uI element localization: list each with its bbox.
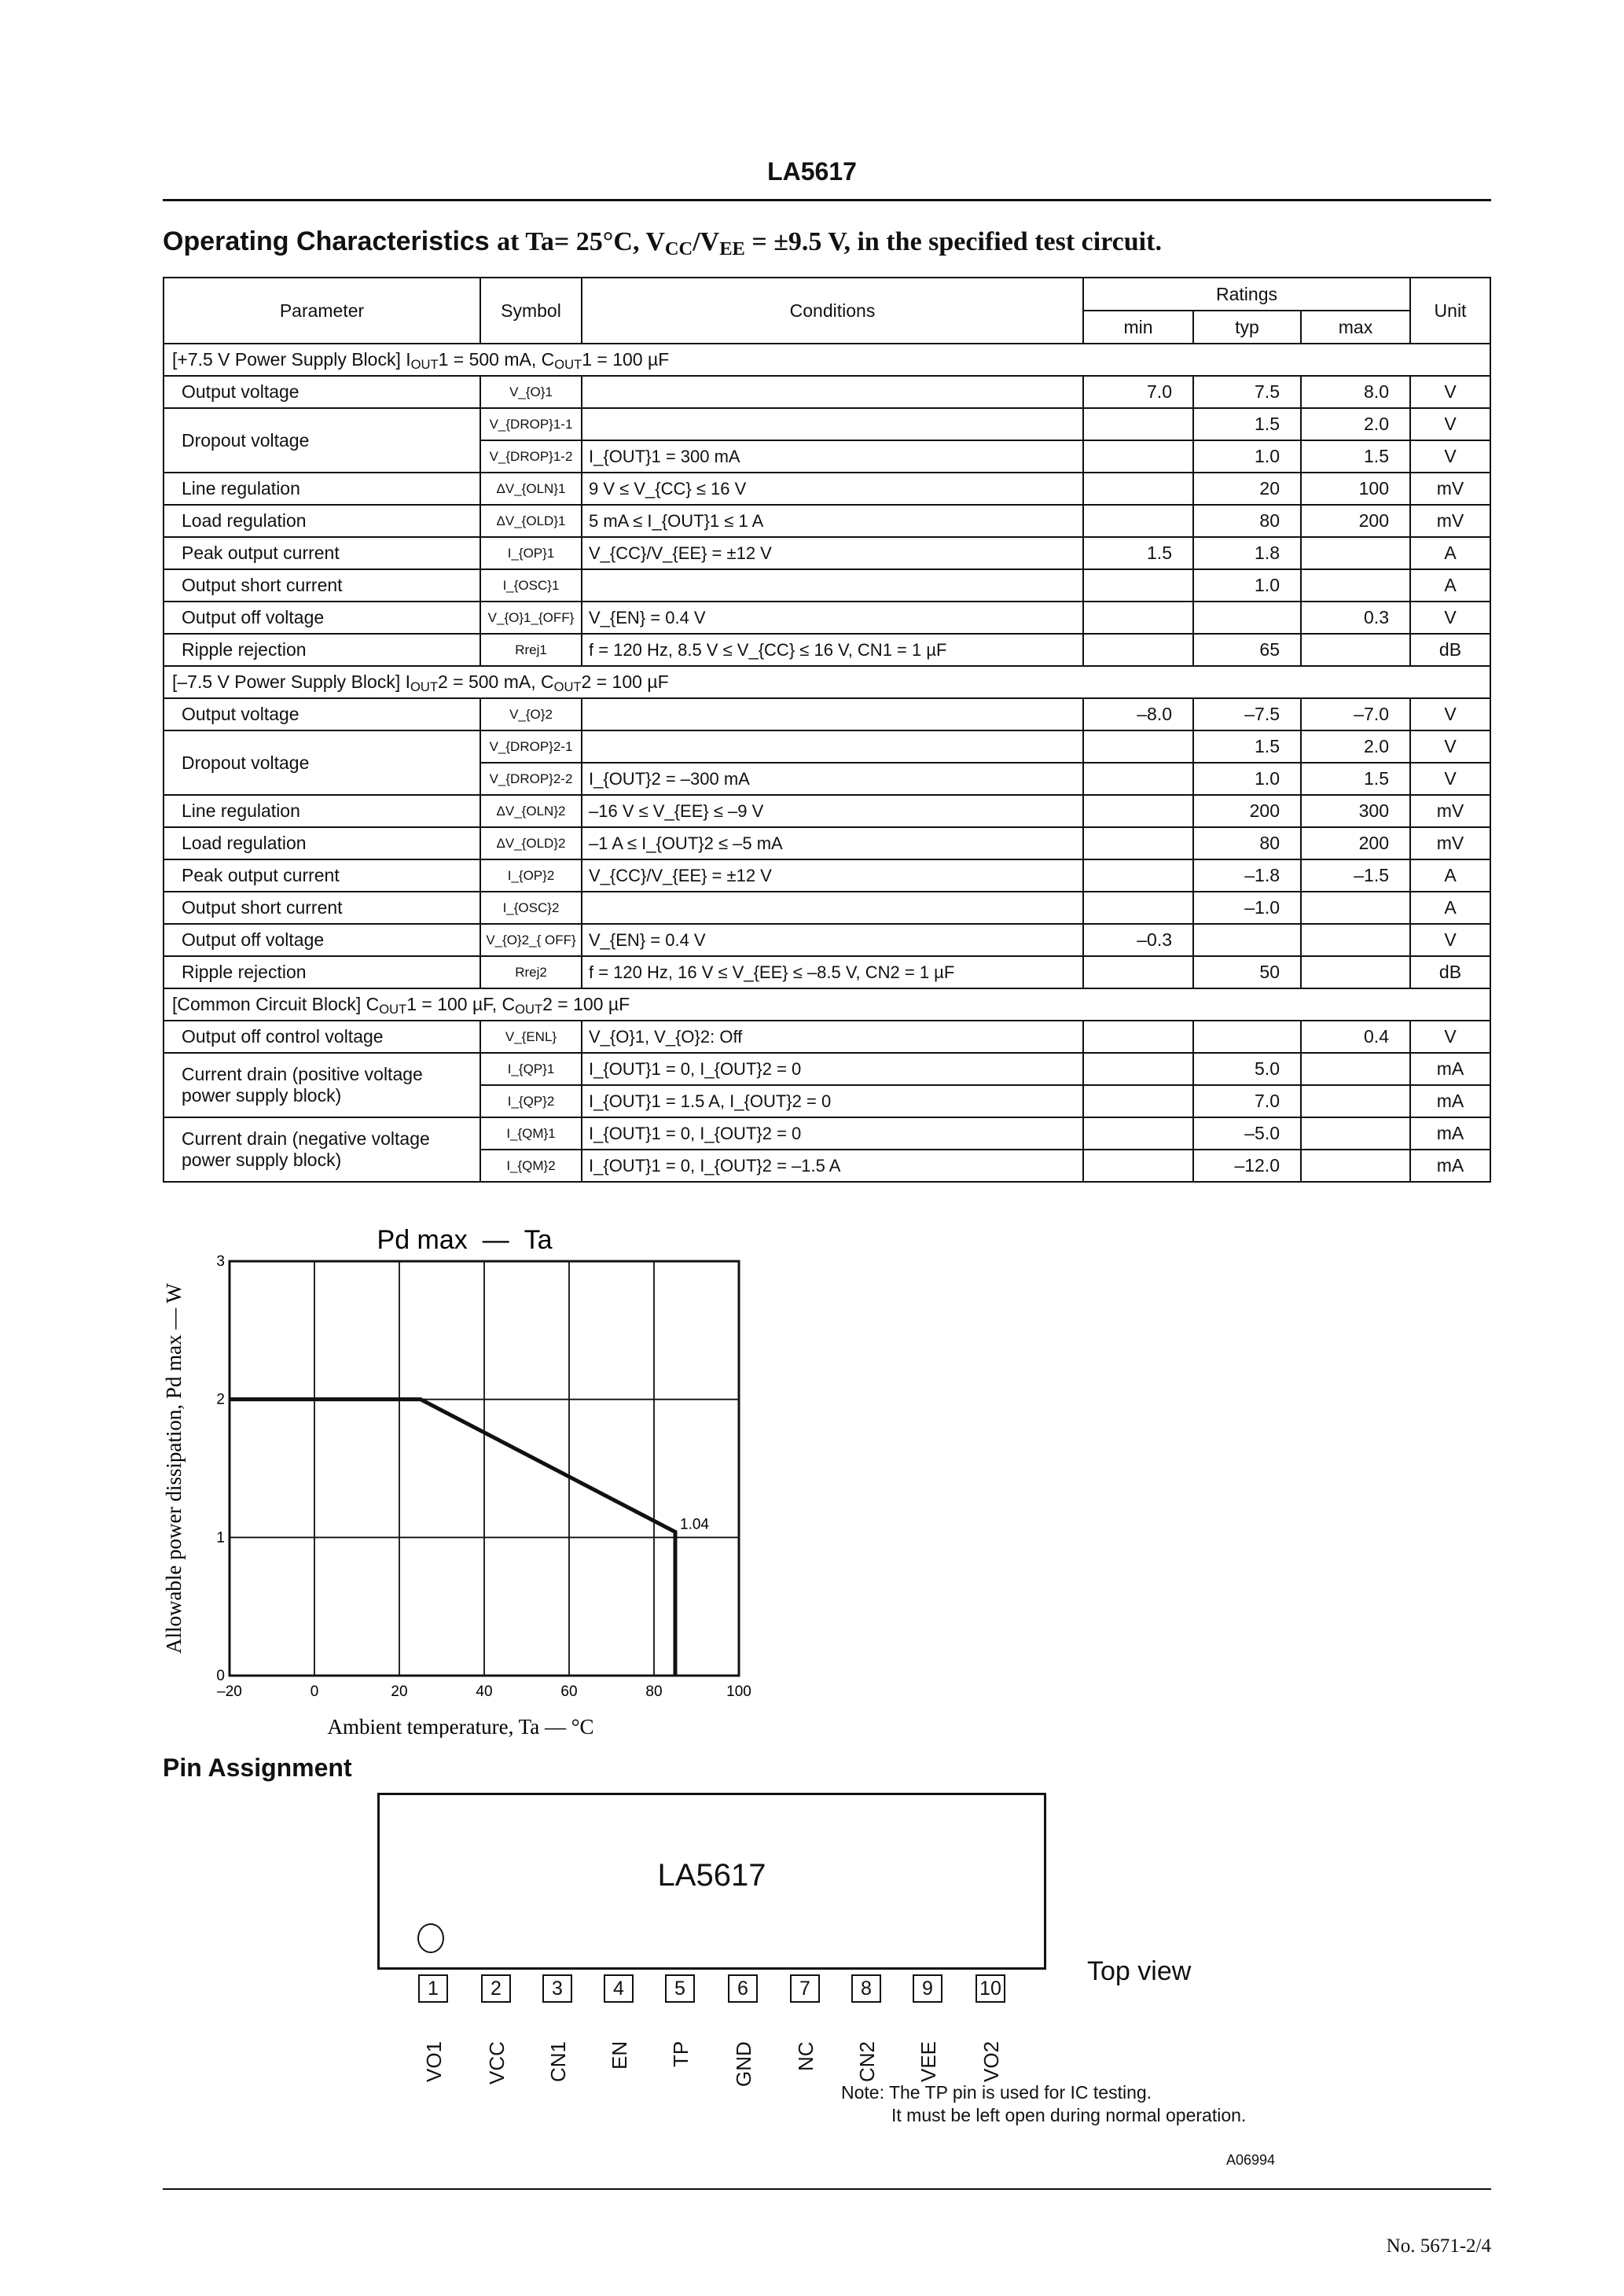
max-cell: 8.0 — [1301, 376, 1410, 408]
conditions-cell: V_{CC}/V_{EE} = ±12 V — [582, 537, 1083, 569]
table-row — [164, 1021, 1490, 1053]
min-cell — [1083, 602, 1193, 634]
conditions-cell: V_{EN} = 0.4 V — [582, 924, 1083, 956]
parameter-cell: Peak output current — [164, 537, 480, 569]
parameter-cell: Load regulation — [164, 827, 480, 859]
parameter-cell: Current drain (negative voltage power supply block) — [164, 1117, 480, 1182]
unit-cell: mV — [1410, 473, 1490, 505]
pin-number-box: 5 — [665, 1974, 695, 2003]
pin-name-label: VO1 — [422, 2040, 446, 2082]
conditions-cell: V_{O}1, V_{O}2: Off — [582, 1021, 1083, 1053]
max-cell — [1301, 1053, 1410, 1085]
typ-cell — [1193, 924, 1301, 956]
max-cell — [1301, 1085, 1410, 1117]
symbol-cell: I_{OP}1 — [480, 537, 582, 569]
max-cell: –1.5 — [1301, 859, 1410, 892]
table-row — [164, 569, 1490, 602]
pin-name-label: GND — [732, 2041, 755, 2087]
table-row — [164, 924, 1490, 956]
symbol-cell: I_{QM}2 — [480, 1150, 582, 1182]
max-cell: –7.0 — [1301, 698, 1410, 730]
unit-cell: V — [1410, 602, 1490, 634]
unit-cell: V — [1410, 440, 1490, 473]
typ-cell — [1193, 602, 1301, 634]
conditions-cell: –16 V ≤ V_{EE} ≤ –9 V — [582, 795, 1083, 827]
chart-title: Pd max — Ta — [377, 1225, 553, 1255]
header-typ: typ — [1193, 311, 1301, 344]
pin-number-box: 3 — [542, 1974, 572, 2003]
min-cell — [1083, 1117, 1193, 1150]
typ-cell: 7.5 — [1193, 376, 1301, 408]
x-tick-label: 20 — [391, 1683, 408, 1700]
unit-cell: V — [1410, 730, 1490, 763]
parameter-cell: Output off voltage — [164, 602, 480, 634]
symbol-cell: I_{OSC}1 — [480, 569, 582, 602]
max-cell — [1301, 956, 1410, 988]
unit-cell: dB — [1410, 956, 1490, 988]
parameter-cell: Dropout voltage — [164, 408, 480, 473]
table-row — [164, 505, 1490, 537]
x-tick-label: –20 — [217, 1683, 242, 1700]
x-tick-label: 60 — [560, 1683, 578, 1700]
typ-cell: 1.5 — [1193, 408, 1301, 440]
table-row — [164, 602, 1490, 634]
typ-cell: –7.5 — [1193, 698, 1301, 730]
table-row — [164, 956, 1490, 988]
pin-number-box: 9 — [913, 1974, 942, 2003]
typ-cell: 1.0 — [1193, 763, 1301, 795]
unit-cell: mA — [1410, 1150, 1490, 1182]
table-row — [164, 859, 1490, 892]
symbol-cell: V_{O}1_{OFF} — [480, 602, 582, 634]
typ-cell: 80 — [1193, 505, 1301, 537]
conditions-cell: I_{OUT}2 = –300 mA — [582, 763, 1083, 795]
pin-number-box: 6 — [728, 1974, 758, 2003]
max-cell — [1301, 1150, 1410, 1182]
unit-cell: V — [1410, 698, 1490, 730]
min-cell — [1083, 763, 1193, 795]
table-row — [164, 537, 1490, 569]
pin-number-box: 10 — [976, 1974, 1005, 2003]
symbol-cell: V_{O}1 — [480, 376, 582, 408]
min-cell — [1083, 408, 1193, 440]
table-row — [164, 698, 1490, 730]
conditions-cell — [582, 892, 1083, 924]
symbol-cell: V_{ENL} — [480, 1021, 582, 1053]
unit-cell: A — [1410, 859, 1490, 892]
symbol-cell: V_{O}2 — [480, 698, 582, 730]
min-cell — [1083, 1150, 1193, 1182]
min-cell — [1083, 505, 1193, 537]
max-cell: 100 — [1301, 473, 1410, 505]
page-header-title: LA5617 — [767, 157, 857, 186]
max-cell: 0.4 — [1301, 1021, 1410, 1053]
typ-cell: 50 — [1193, 956, 1301, 988]
figure-code: A06994 — [1226, 2152, 1276, 2168]
typ-cell: –12.0 — [1193, 1150, 1301, 1182]
parameter-cell: Current drain (positive voltage power supply block) — [164, 1053, 480, 1117]
typ-cell: –1.0 — [1193, 892, 1301, 924]
pin-name-label: NC — [794, 2041, 818, 2071]
section-title — [163, 226, 1162, 260]
conditions-cell: 9 V ≤ V_{CC} ≤ 16 V — [582, 473, 1083, 505]
typ-cell: 80 — [1193, 827, 1301, 859]
min-cell — [1083, 859, 1193, 892]
table-body — [164, 344, 1490, 1182]
parameter-cell: Output short current — [164, 892, 480, 924]
conditions-cell: V_{EN} = 0.4 V — [582, 602, 1083, 634]
min-cell — [1083, 892, 1193, 924]
typ-cell: 1.0 — [1193, 569, 1301, 602]
header-rule — [163, 199, 1491, 201]
header-max: max — [1301, 311, 1410, 344]
min-cell — [1083, 473, 1193, 505]
pin-number-box: 7 — [790, 1974, 820, 2003]
max-cell — [1301, 569, 1410, 602]
conditions-cell — [582, 730, 1083, 763]
symbol-cell: I_{OSC}2 — [480, 892, 582, 924]
table-block-header-row — [164, 666, 1490, 698]
conditions-cell: I_{OUT}1 = 0, I_{OUT}2 = 0 — [582, 1117, 1083, 1150]
y-tick-label: 0 — [216, 1668, 225, 1684]
typ-cell: 1.0 — [1193, 440, 1301, 473]
min-cell — [1083, 440, 1193, 473]
max-cell — [1301, 634, 1410, 666]
block-header-cell: [–7.5 V Power Supply Block] $I_{OUT}2 = 500$ mA, $C_{OUT}2 = 100$ µF — [164, 666, 1490, 698]
parameter-cell: Peak output current — [164, 859, 480, 892]
table-row — [164, 730, 1490, 763]
unit-cell: mV — [1410, 505, 1490, 537]
x-tick-label: 0 — [310, 1683, 319, 1700]
unit-cell: mA — [1410, 1085, 1490, 1117]
conditions-cell: V_{CC}/V_{EE} = ±12 V — [582, 859, 1083, 892]
max-cell — [1301, 537, 1410, 569]
typ-cell: 1.8 — [1193, 537, 1301, 569]
unit-cell: A — [1410, 892, 1490, 924]
x-tick-label: 80 — [645, 1683, 663, 1700]
min-cell: –8.0 — [1083, 698, 1193, 730]
annotation-label: 1.04 — [680, 1516, 709, 1533]
parameter-cell: Output short current — [164, 569, 480, 602]
min-cell — [1083, 569, 1193, 602]
max-cell: 1.5 — [1301, 763, 1410, 795]
ic-package-outline — [377, 1793, 1046, 1970]
header-ratings: Ratings — [1083, 278, 1410, 311]
header-symbol: Symbol — [480, 278, 582, 344]
pin-number-box: 8 — [851, 1974, 881, 2003]
unit-cell: V — [1410, 763, 1490, 795]
unit-cell: mA — [1410, 1053, 1490, 1085]
typ-cell: 65 — [1193, 634, 1301, 666]
max-cell: 300 — [1301, 795, 1410, 827]
symbol-cell: ΔV_{OLD}1 — [480, 505, 582, 537]
y-axis-label: Allowable power dissipation, Pd max — W — [162, 1282, 186, 1654]
parameter-cell: Load regulation — [164, 505, 480, 537]
min-cell — [1083, 1053, 1193, 1085]
unit-cell: V — [1410, 1021, 1490, 1053]
pin-number-box: 1 — [418, 1974, 448, 2003]
max-cell: 200 — [1301, 827, 1410, 859]
symbol-cell: I_{QM}1 — [480, 1117, 582, 1150]
symbol-cell: V_{O}2_{ OFF} — [480, 924, 582, 956]
unit-cell: mV — [1410, 827, 1490, 859]
pin-number-box: 2 — [481, 1974, 511, 2003]
section-title-text: Operating Characteristics — [163, 226, 490, 256]
header-unit: Unit — [1410, 278, 1490, 344]
unit-cell: mA — [1410, 1117, 1490, 1150]
table-row — [164, 473, 1490, 505]
min-cell — [1083, 956, 1193, 988]
max-cell — [1301, 924, 1410, 956]
symbol-cell: ΔV_{OLD}2 — [480, 827, 582, 859]
top-view-label: Top view — [1087, 1956, 1192, 1986]
max-cell — [1301, 1117, 1410, 1150]
max-cell: 2.0 — [1301, 408, 1410, 440]
typ-cell: 5.0 — [1193, 1053, 1301, 1085]
parameter-cell: Output off control voltage — [164, 1021, 480, 1053]
max-cell: 1.5 — [1301, 440, 1410, 473]
parameter-cell: Line regulation — [164, 473, 480, 505]
min-cell — [1083, 634, 1193, 666]
conditions-cell: I_{OUT}1 = 1.5 A, I_{OUT}2 = 0 — [582, 1085, 1083, 1117]
table-row — [164, 795, 1490, 827]
conditions-cell — [582, 698, 1083, 730]
x-tick-label: 40 — [476, 1683, 493, 1700]
symbol-cell: V_{DROP}1-2 — [480, 440, 582, 473]
footer-rule — [163, 2188, 1491, 2190]
unit-cell: dB — [1410, 634, 1490, 666]
max-cell: 0.3 — [1301, 602, 1410, 634]
pin-name-label: TP — [669, 2040, 693, 2067]
symbol-cell: I_{QP}2 — [480, 1085, 582, 1117]
parameter-cell: Dropout voltage — [164, 730, 480, 795]
table-block-header-row — [164, 344, 1490, 376]
symbol-cell: V_{DROP}2-2 — [480, 763, 582, 795]
unit-cell: A — [1410, 569, 1490, 602]
block-header-cell: [+7.5 V Power Supply Block] $I_{OUT}1 = 500$ mA, $C_{OUT}1 = 100$ µF — [164, 344, 1490, 376]
section-conditions: at Ta= 25°C, $V_{CC}/V_{EE} = \pm 9.5$ V, in the specified test circuit. — [497, 227, 1162, 260]
x-axis-label: Ambient temperature, Ta — °C — [327, 1715, 594, 1738]
pin-name-label: VCC — [485, 2041, 509, 2084]
pin-note-line2: It must be left open during normal operation. — [891, 2105, 1247, 2125]
table-row — [164, 892, 1490, 924]
conditions-cell: f = 120 Hz, 16 V ≤ V_{EE} ≤ –8.5 V, CN2 = 1 µF — [582, 956, 1083, 988]
symbol-cell: ΔV_{OLN}2 — [480, 795, 582, 827]
unit-cell: mV — [1410, 795, 1490, 827]
table-block-header-row — [164, 988, 1490, 1021]
pin-name-label: VEE — [917, 2040, 940, 2082]
header-min: min — [1083, 311, 1193, 344]
table-row — [164, 634, 1490, 666]
x-tick-label: 100 — [726, 1683, 751, 1700]
unit-cell: V — [1410, 408, 1490, 440]
table-row — [164, 1117, 1490, 1150]
table-row — [164, 408, 1490, 440]
max-cell: 2.0 — [1301, 730, 1410, 763]
unit-cell: V — [1410, 376, 1490, 408]
unit-cell: V — [1410, 924, 1490, 956]
conditions-cell: I_{OUT}1 = 300 mA — [582, 440, 1083, 473]
parameter-cell: Output voltage — [164, 698, 480, 730]
typ-cell: –1.8 — [1193, 859, 1301, 892]
parameter-cell: Ripple rejection — [164, 956, 480, 988]
pin-name-label: VO2 — [979, 2040, 1003, 2082]
symbol-cell: Rrej1 — [480, 634, 582, 666]
table-row — [164, 827, 1490, 859]
y-tick-label: 2 — [216, 1391, 225, 1408]
conditions-cell: I_{OUT}1 = 0, I_{OUT}2 = –1.5 A — [582, 1150, 1083, 1182]
parameter-cell: Output off voltage — [164, 924, 480, 956]
typ-cell: 20 — [1193, 473, 1301, 505]
min-cell — [1083, 1085, 1193, 1117]
max-cell — [1301, 892, 1410, 924]
conditions-cell — [582, 376, 1083, 408]
conditions-cell: 5 mA ≤ I_{OUT}1 ≤ 1 A — [582, 505, 1083, 537]
parameter-cell: Line regulation — [164, 795, 480, 827]
table-row — [164, 376, 1490, 408]
pin-name-label: EN — [608, 2040, 631, 2070]
min-cell: –0.3 — [1083, 924, 1193, 956]
parameter-cell: Output voltage — [164, 376, 480, 408]
y-tick-label: 1 — [216, 1529, 225, 1547]
pd-max-ta-chart — [157, 1219, 786, 1738]
symbol-cell: I_{QP}1 — [480, 1053, 582, 1085]
min-cell — [1083, 795, 1193, 827]
header-conditions: Conditions — [582, 278, 1083, 344]
min-cell: 7.0 — [1083, 376, 1193, 408]
max-cell: 200 — [1301, 505, 1410, 537]
min-cell — [1083, 1021, 1193, 1053]
pin1-marker-icon — [417, 1923, 444, 1953]
typ-cell: 7.0 — [1193, 1085, 1301, 1117]
pin-number-box: 4 — [604, 1974, 634, 2003]
symbol-cell: V_{DROP}1-1 — [480, 408, 582, 440]
page-number: No. 5671-2/4 — [1386, 2235, 1491, 2257]
conditions-cell: f = 120 Hz, 8.5 V ≤ V_{CC} ≤ 16 V, CN1 = 1 µF — [582, 634, 1083, 666]
symbol-cell: V_{DROP}2-1 — [480, 730, 582, 763]
typ-cell: 200 — [1193, 795, 1301, 827]
pin-assignment-title: Pin Assignment — [163, 1753, 352, 1782]
operating-characteristics-table — [163, 277, 1491, 1183]
pin-name-label: CN2 — [855, 2040, 879, 2082]
symbol-cell: ΔV_{OLN}1 — [480, 473, 582, 505]
conditions-cell: I_{OUT}1 = 0, I_{OUT}2 = 0 — [582, 1053, 1083, 1085]
conditions-cell — [582, 569, 1083, 602]
typ-cell: –5.0 — [1193, 1117, 1301, 1150]
min-cell — [1083, 827, 1193, 859]
symbol-cell: I_{OP}2 — [480, 859, 582, 892]
symbol-cell: Rrej2 — [480, 956, 582, 988]
min-cell: 1.5 — [1083, 537, 1193, 569]
pin-name-label: CN1 — [546, 2040, 570, 2082]
conditions-cell: –1 A ≤ I_{OUT}2 ≤ –5 mA — [582, 827, 1083, 859]
parameter-cell: Ripple rejection — [164, 634, 480, 666]
y-tick-label: 3 — [216, 1253, 225, 1270]
typ-cell — [1193, 1021, 1301, 1053]
typ-cell: 1.5 — [1193, 730, 1301, 763]
unit-cell: A — [1410, 537, 1490, 569]
min-cell — [1083, 730, 1193, 763]
pin-note-line1: Note: The TP pin is used for IC testing. — [841, 2082, 1152, 2103]
conditions-cell — [582, 408, 1083, 440]
block-header-cell: [Common Circuit Block] $C_{OUT}1 = 100$ µF, $C_{OUT}2 = 100$ µF — [164, 988, 1490, 1021]
header-parameter: Parameter — [164, 278, 480, 344]
chip-label: LA5617 — [657, 1858, 766, 1893]
table-row — [164, 1053, 1490, 1085]
